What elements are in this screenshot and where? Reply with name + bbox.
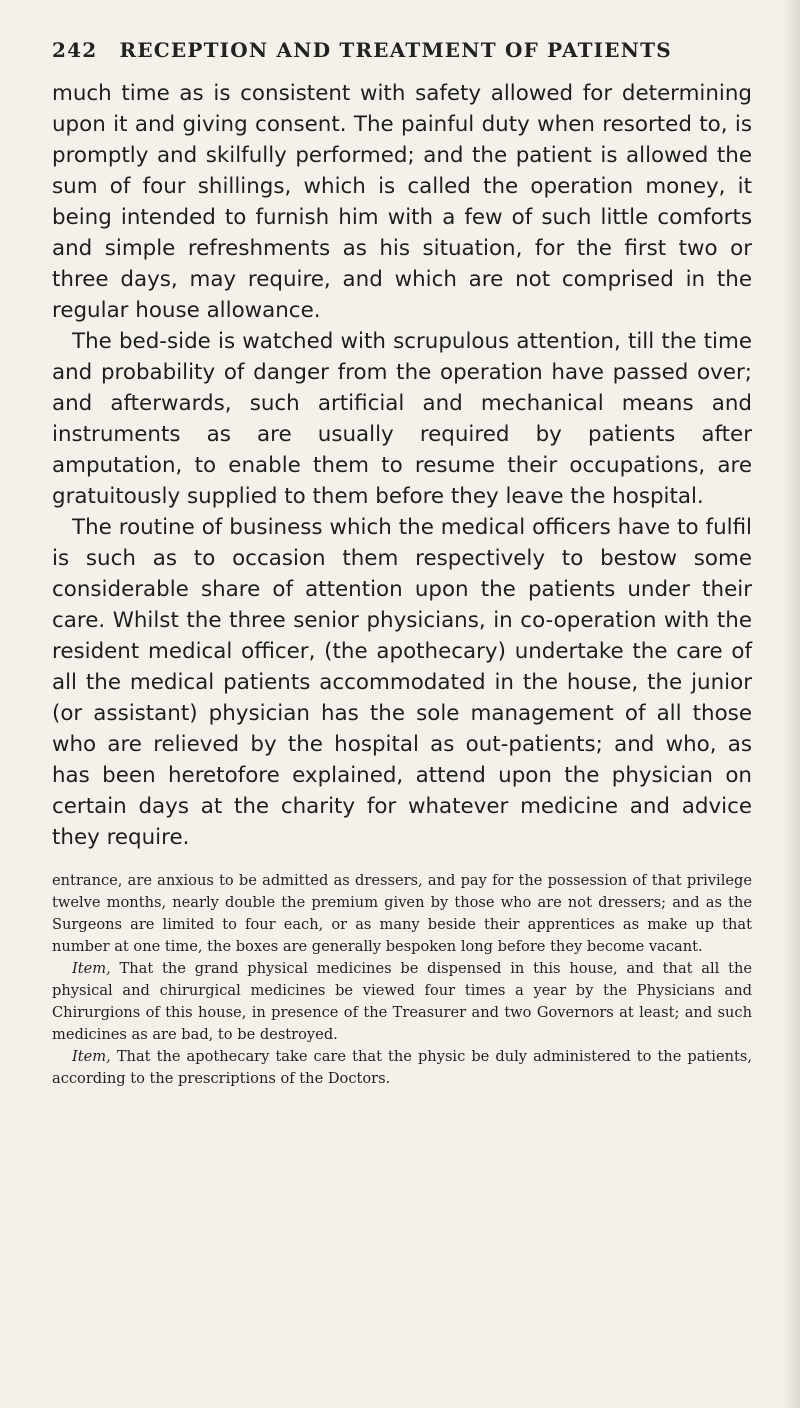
item-text: That the apothecary take care that the physic be duly administered to the patients, according to the prescriptions of the Doctors. bbox=[52, 1048, 753, 1087]
footnote-item bbox=[52, 1046, 752, 1090]
page-number: 242 bbox=[52, 38, 98, 62]
footnote-item bbox=[52, 958, 752, 1046]
item-label: Item, bbox=[72, 960, 111, 977]
item-label: Item, bbox=[72, 1048, 111, 1065]
running-header bbox=[52, 38, 752, 62]
footnote bbox=[52, 870, 752, 1090]
main-text bbox=[52, 78, 752, 853]
running-title: RECEPTION AND TREATMENT OF PATIENTS bbox=[119, 38, 672, 62]
item-text: That the grand physical medicines be dispensed in this house, and that all the physical and chirurgical medicines be viewed four times a year by the Physicians and Chirurgions of this house, in presence of the Treasurer and two Governors at least; and such medicines as are bad, to be destroyed. bbox=[52, 960, 753, 1043]
footnote-paragraph: entrance, are anxious to be admitted as dressers, and pay for the possession of that privilege twelve months, nearly double the premium given by those who are not dressers; and as the Surgeons are limited to four each, or as many beside their apprentices as make up that number at one time, the boxes are generally bespoken long before they become vacant. bbox=[52, 872, 752, 955]
paragraph: The routine of business which the medical officers have to fulfil is such as to occasion them respectively to bestow some considerable share of attention upon the patients under their care. Whilst the three senior physicians, in co-operation with the resident medical officer, (the apothecary) undertake the care of all the medical patients accommodated in the house, the junior (or assistant) physician has the sole management of all those who are relieved by the hospital as out-patients; and who, as has been heretofore explained, attend upon the physician on certain days at the charity for whatever medicine and advice they require. bbox=[52, 515, 752, 850]
paragraph: much time as is consistent with safety allowed for determining upon it and giving consent. The painful duty when resorted to, is promptly and skilfully performed; and the patient is allowed the sum of four shillings, which is called the operation money, it being intended to furnish him with a few of such little comforts and simple refreshments as his situation, for the first two or three days, may require, and which are not comprised in the regular house allowance. bbox=[52, 81, 752, 323]
paragraph: The bed-side is watched with scrupulous attention, till the time and probability of danger from the operation have passed over; and afterwards, such artificial and mechanical means and instruments as are usually required by patients after amputation, to enable them to resume their occupations, are gratuitously supplied to them before they leave the hospital. bbox=[52, 329, 752, 509]
page-edge-shadow bbox=[782, 0, 800, 1408]
